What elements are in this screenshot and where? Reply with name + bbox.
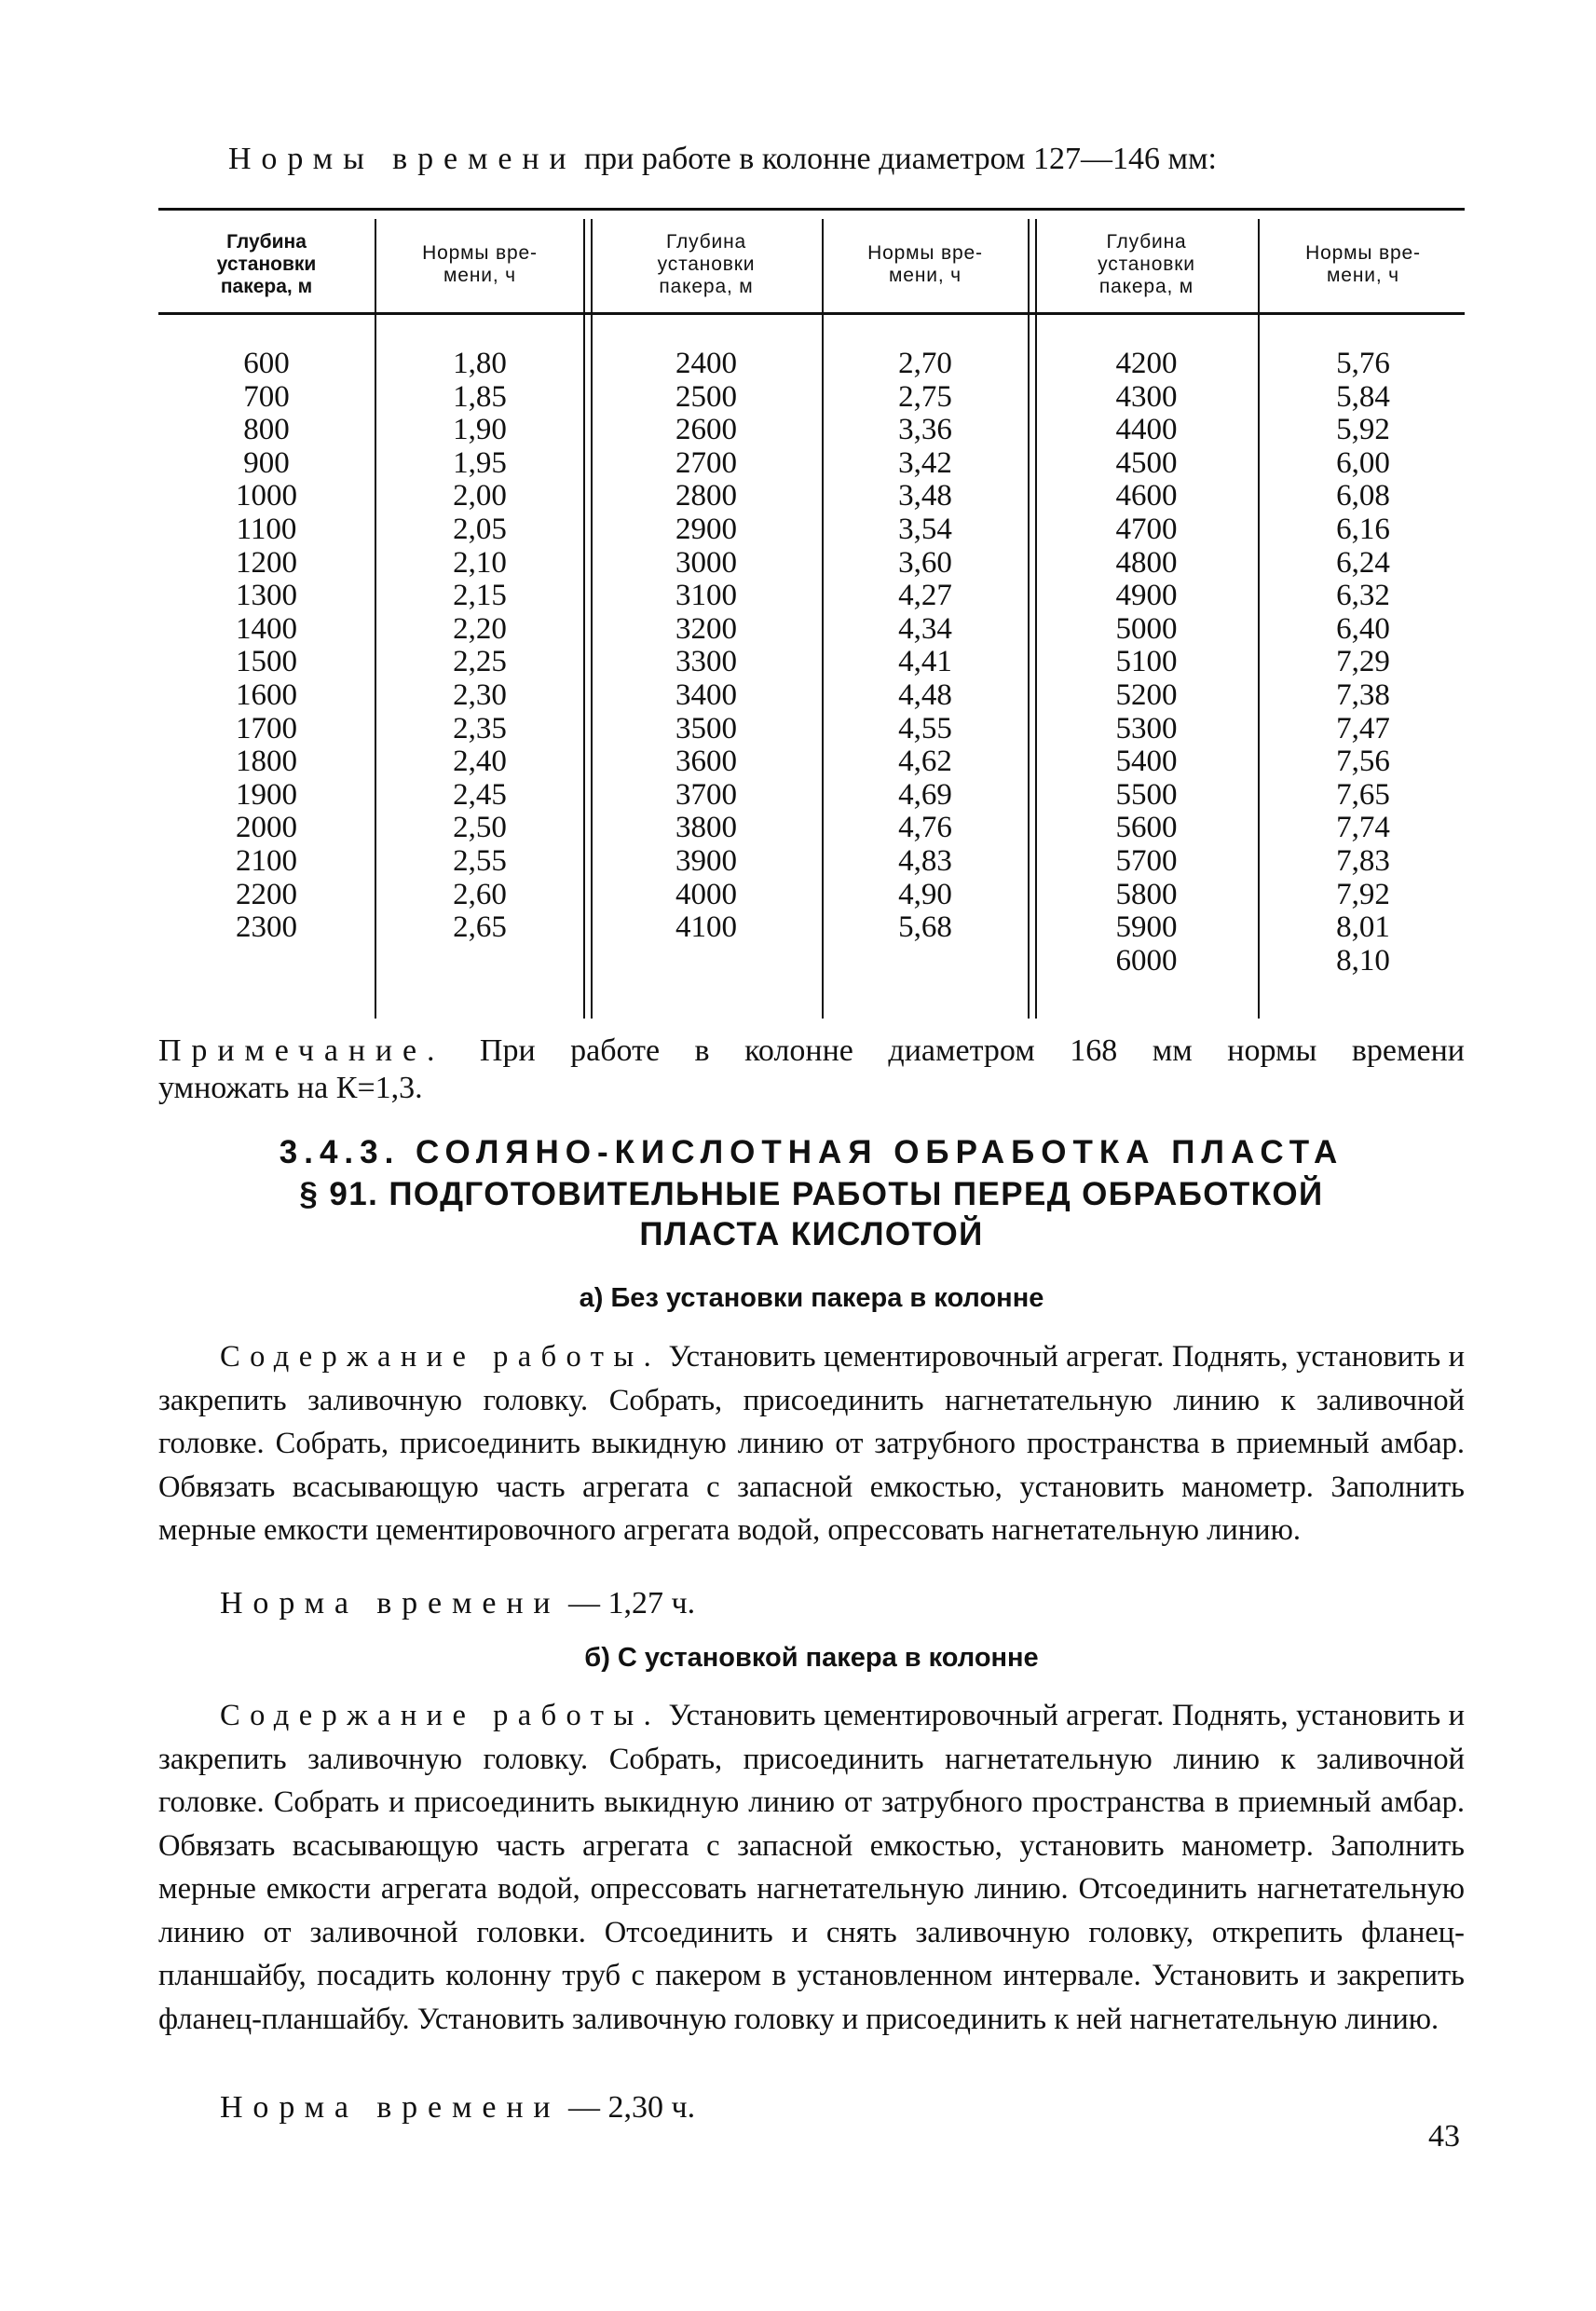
header-depth-2: Глубина установки пакера, м xyxy=(657,231,756,297)
table-cell: 2,35 xyxy=(453,711,507,745)
table-cell: 3,54 xyxy=(898,512,952,546)
table-cell: 2700 xyxy=(675,445,737,480)
table-cell: 1200 xyxy=(236,545,297,580)
section-a-content-label: Содержание работы. xyxy=(220,1340,662,1374)
section-b-content-text: Установить цементировочный агрегат. Поднять, установить и закрепить заливочную головку. Собрать, присоединить нагнетательную линию к заливочной головке. Собрать и присоединить выкидную линию от затрубного пространства в приемный амбар. Обвязать всасывающую часть агрегата с запасной емкостью, установить манометр. Заполнить мерные емкости агрегата водой, опрессовать нагнетательную линию. Отсоединить нагнетательную линию от заливочной головки. Отсоединить и снять заливочную головку, открепить фланец-планшайбу, посадить колонну труб с пакером в установленном интервале. Установить и закрепить фланец-планшайбу. Установить заливочную головку и присоединить к ней нагнетательную линию. xyxy=(158,1699,1465,2036)
table-cell: 7,92 xyxy=(1336,877,1390,911)
table-cell: 1,95 xyxy=(453,445,507,480)
table-cell: 2300 xyxy=(236,910,297,945)
table-cell: 1500 xyxy=(236,645,297,679)
table-cell: 3600 xyxy=(675,745,737,779)
section-heading: 3.4.3. СОЛЯНО-КИСЛОТНАЯ ОБРАБОТКА ПЛАСТА xyxy=(279,1134,1344,1170)
table-cell: 3700 xyxy=(675,777,737,812)
header-depth-3: Глубина установки пакера, м xyxy=(1098,231,1195,297)
table-cell: 1,85 xyxy=(453,379,507,414)
table-cell: 4500 xyxy=(1115,445,1178,480)
note-label: Примечание. xyxy=(158,1033,445,1068)
column-norm-3 xyxy=(1262,348,1465,978)
column-depth-2 xyxy=(593,348,820,945)
table-cell: 2,70 xyxy=(898,347,952,380)
section-a-content xyxy=(158,1335,1465,1552)
note-line-2: умножать на К=1,3. xyxy=(158,1071,423,1105)
table-cell: 5700 xyxy=(1115,843,1178,878)
note-line-1 xyxy=(158,1032,1465,1070)
table-header-rule xyxy=(158,312,1465,315)
table-cell: 4,27 xyxy=(898,579,952,613)
table-cell: 8,10 xyxy=(1336,943,1390,978)
subsection-heading-line-1: § 91. ПОДГОТОВИТЕЛЬНЫЕ РАБОТЫ ПЕРЕД ОБРАБОТКОЙ xyxy=(299,1176,1324,1212)
table-cell: 2200 xyxy=(236,877,297,911)
table-cell: 4,62 xyxy=(898,745,952,779)
table-cell: 6000 xyxy=(1115,943,1178,978)
table-cell: 4200 xyxy=(1115,347,1178,380)
table-cell: 3,48 xyxy=(898,479,952,513)
table-cell: 2,50 xyxy=(453,811,507,845)
table-column-divider xyxy=(1258,219,1260,1019)
table-cell: 2,15 xyxy=(453,579,507,613)
table-cell: 1000 xyxy=(236,479,297,513)
table-column-divider xyxy=(822,219,824,1019)
table-cell: 4,76 xyxy=(898,811,952,845)
table-cell: 2500 xyxy=(675,379,737,414)
table-cell: 3200 xyxy=(675,611,737,646)
table-cell: 1400 xyxy=(236,611,297,646)
table-cell: 4,48 xyxy=(898,677,952,712)
table-cell: 2,60 xyxy=(453,877,507,911)
table-cell: 1800 xyxy=(236,745,297,779)
caption-rest: при работе в колонне диаметром 127—146 мм: xyxy=(576,142,1217,176)
table-cell: 4100 xyxy=(675,910,737,945)
table-cell: 1300 xyxy=(236,579,297,613)
table-cell: 4,55 xyxy=(898,711,952,745)
table-cell: 4900 xyxy=(1115,579,1178,613)
table-cell: 4,41 xyxy=(898,645,952,679)
table-cell: 700 xyxy=(243,379,290,414)
table-cell: 2,30 xyxy=(453,677,507,712)
table-cell: 2,05 xyxy=(453,512,507,546)
table-cell: 5,68 xyxy=(898,910,952,945)
section-b-title: б) С установкой пакера в колонне xyxy=(584,1643,1039,1673)
header-norm-3: Нормы вре- мени, ч xyxy=(1305,242,1421,286)
table-cell: 900 xyxy=(243,445,290,480)
table-cell: 1100 xyxy=(236,512,297,546)
table-cell: 5,84 xyxy=(1336,379,1390,414)
table-cell: 4600 xyxy=(1115,479,1178,513)
table-cell: 1900 xyxy=(236,777,297,812)
table-cell: 5100 xyxy=(1115,645,1178,679)
table-cell: 2600 xyxy=(675,413,737,447)
column-depth-1 xyxy=(158,348,375,945)
table-cell: 5,92 xyxy=(1336,413,1390,447)
table-cell: 3800 xyxy=(675,811,737,845)
table-cell: 5200 xyxy=(1115,677,1178,712)
table-cell: 4300 xyxy=(1115,379,1178,414)
table-cell: 6,32 xyxy=(1336,579,1390,613)
section-a-title: а) Без установки пакера в колонне xyxy=(579,1283,1044,1313)
table-double-divider xyxy=(1028,219,1037,1019)
table-cell: 5,76 xyxy=(1336,347,1390,380)
table-cell: 7,56 xyxy=(1336,745,1390,779)
table-cell: 6,40 xyxy=(1336,611,1390,646)
page-number: 43 xyxy=(1428,2119,1460,2154)
table-cell: 2,10 xyxy=(453,545,507,580)
table-double-divider xyxy=(583,219,593,1019)
table-cell: 4700 xyxy=(1115,512,1178,546)
table-cell: 3,36 xyxy=(898,413,952,447)
table-cell: 1600 xyxy=(236,677,297,712)
header-depth-1: Глубина установки пакера, м xyxy=(216,231,317,297)
table-column-divider xyxy=(375,219,376,1019)
table-cell: 4,34 xyxy=(898,611,952,646)
table-cell: 1700 xyxy=(236,711,297,745)
table-cell: 2,25 xyxy=(453,645,507,679)
table-cell: 2,00 xyxy=(453,479,507,513)
table-cell: 2,20 xyxy=(453,611,507,646)
table-cell: 5000 xyxy=(1115,611,1178,646)
table-cell: 5600 xyxy=(1115,811,1178,845)
header-norm-2: Нормы вре- мени, ч xyxy=(867,242,983,286)
table-cell: 5500 xyxy=(1115,777,1178,812)
table-cell: 800 xyxy=(243,413,290,447)
table-cell: 7,47 xyxy=(1336,711,1390,745)
section-b-norm xyxy=(220,2090,695,2126)
table-note xyxy=(158,1032,1465,1107)
header-norm-1: Нормы вре- мени, ч xyxy=(422,242,538,286)
section-b-content xyxy=(158,1694,1465,2041)
section-b-norm-label: Норма времени xyxy=(220,2090,561,2125)
table-cell: 2900 xyxy=(675,512,737,546)
table-cell: 6,24 xyxy=(1336,545,1390,580)
table-caption xyxy=(228,142,1217,177)
table-cell: 2,40 xyxy=(453,745,507,779)
table-cell: 4,83 xyxy=(898,843,952,878)
table-cell: 7,83 xyxy=(1336,843,1390,878)
table-cell: 5900 xyxy=(1115,910,1178,945)
table-cell: 2,45 xyxy=(453,777,507,812)
section-a-content-text: Установить цементировочный агрегат. Поднять, установить и закрепить заливочную головку. Собрать, присоединить нагнетательную линию к заливочной головке. Собрать, присоединить выкидную линию от затрубного пространства в приемный амбар. Обвязать всасывающую часть агрегата с запасной емкостью, установить манометр. Заполнить мерные емкости цементировочного агрегата водой, опрессовать нагнетательную линию. xyxy=(158,1340,1465,1547)
table-cell: 4,69 xyxy=(898,777,952,812)
table-cell: 3400 xyxy=(675,677,737,712)
table-cell: 600 xyxy=(243,347,290,380)
table-cell: 3500 xyxy=(675,711,737,745)
table-top-rule xyxy=(158,208,1465,211)
table-cell: 3000 xyxy=(675,545,737,580)
table-cell: 3900 xyxy=(675,843,737,878)
table-cell: 2,75 xyxy=(898,379,952,414)
table-cell: 4,90 xyxy=(898,877,952,911)
table-cell: 2400 xyxy=(675,347,737,380)
table-cell: 2100 xyxy=(236,843,297,878)
table-cell: 5800 xyxy=(1115,877,1178,911)
table-cell: 2800 xyxy=(675,479,737,513)
table-cell: 3,60 xyxy=(898,545,952,580)
table-cell: 3100 xyxy=(675,579,737,613)
section-a-norm-label: Норма времени xyxy=(220,1586,561,1620)
column-depth-3 xyxy=(1037,348,1256,978)
table-cell: 4800 xyxy=(1115,545,1178,580)
subsection-heading-line-2: ПЛАСТА КИСЛОТОЙ xyxy=(639,1216,984,1252)
section-b-norm-value: — 2,30 ч. xyxy=(560,2090,696,2125)
note-text-1: При работе в колонне диаметром 168 мм нормы времени xyxy=(444,1033,1465,1068)
table-cell: 3300 xyxy=(675,645,737,679)
table-cell: 5300 xyxy=(1115,711,1178,745)
table-cell: 1,80 xyxy=(453,347,507,380)
table-cell: 7,65 xyxy=(1336,777,1390,812)
table-cell: 4000 xyxy=(675,877,737,911)
column-norm-1 xyxy=(378,348,581,945)
table-cell: 6,00 xyxy=(1336,445,1390,480)
table-cell: 7,38 xyxy=(1336,677,1390,712)
table-cell: 1,90 xyxy=(453,413,507,447)
section-a-norm-value: — 1,27 ч. xyxy=(560,1586,696,1620)
table-cell: 6,16 xyxy=(1336,512,1390,546)
column-norm-2 xyxy=(825,348,1025,945)
table-cell: 3,42 xyxy=(898,445,952,480)
section-a-norm xyxy=(220,1586,695,1621)
caption-spaced: Нормы времени xyxy=(228,142,577,176)
table-cell: 2,55 xyxy=(453,843,507,878)
table-cell: 2,65 xyxy=(453,910,507,945)
table-cell: 5400 xyxy=(1115,745,1178,779)
table-cell: 7,74 xyxy=(1336,811,1390,845)
norms-table xyxy=(158,208,1465,1019)
table-cell: 2000 xyxy=(236,811,297,845)
table-cell: 7,29 xyxy=(1336,645,1390,679)
table-cell: 8,01 xyxy=(1336,910,1390,945)
table-cell: 4400 xyxy=(1115,413,1178,447)
section-b-content-label: Содержание работы. xyxy=(220,1699,662,1732)
table-cell: 6,08 xyxy=(1336,479,1390,513)
